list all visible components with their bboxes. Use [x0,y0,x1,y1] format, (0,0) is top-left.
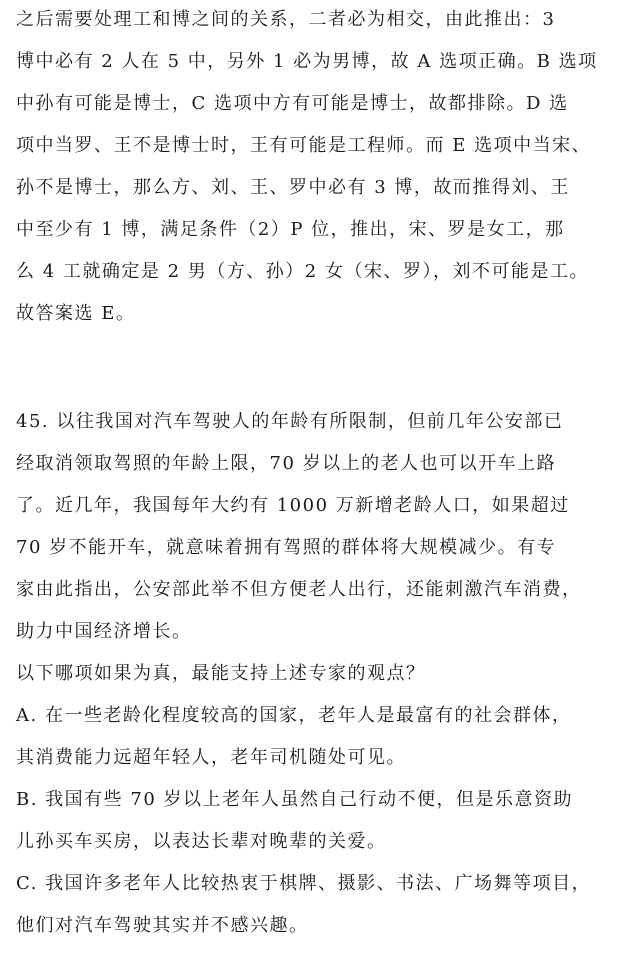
option-line: 儿孙买车买房，以表达长辈对晚辈的关爱。 [16,831,387,852]
option-line: A. 在一些老龄化程度较高的国家，老年人是最富有的社会群体， [16,705,572,726]
option-line: C. 我国许多老年人比较热衷于棋牌、摄影、书法、广场舞等项目， [16,873,592,894]
text-line: 中孙有可能是博士，C 选项中方有可能是博士，故都排除。D 选 [16,93,569,114]
text-line: 中至少有 1 博，满足条件（2）P 位，推出，宋、罗是女工，那 [16,219,565,240]
text-line: 孙不是博士，那么方、刘、王、罗中必有 3 博，故而推得刘、王 [16,177,570,198]
text-line: 助力中国经济增长。 [16,621,192,642]
text-line: 家由此指出，公安部此举不但方便老人出行，还能刺激汽车消费， [16,579,582,600]
text-line: 了。近几年，我国每年大约有 1000 万新增老龄人口，如果超过 [16,495,570,516]
text-line: 么 4 工就确定是 2 男（方、孙）2 女（宋、罗），刘不可能是工。 [16,261,589,282]
text-line: 70 岁不能开车，就意味着拥有驾照的群体将大规模减少。有专 [16,537,557,558]
text-line: 项中当罗、王不是博士时，王有可能是工程师。而 E 选项中当宋、 [16,135,592,156]
option-line: B. 我国有些 70 岁以上老年人虽然自己行动不便，但是乐意资助 [16,789,574,810]
text-line: 故答案选 E。 [16,303,136,324]
option-line: 他们对汽车驾驶其实并不感兴趣。 [16,915,309,936]
text-line: 45. 以往我国对汽车驾驶人的年龄有所限制，但前几年公安部已 [16,411,564,432]
text-line: 博中必有 2 人在 5 中，另外 1 必为男博，故 A 选项正确。B 选项 [16,51,598,72]
text-line: 经取消领取驾照的年龄上限，70 岁以上的老人也可以开车上路 [16,453,557,474]
option-line: 其消费能力远超年轻人，老年司机随处可见。 [16,747,406,768]
question-prompt: 以下哪项如果为真，最能支持上述专家的观点？ [16,663,426,684]
text-line: 之后需要处理工和博之间的关系，二者必为相交，由此推出：3 [16,9,556,30]
